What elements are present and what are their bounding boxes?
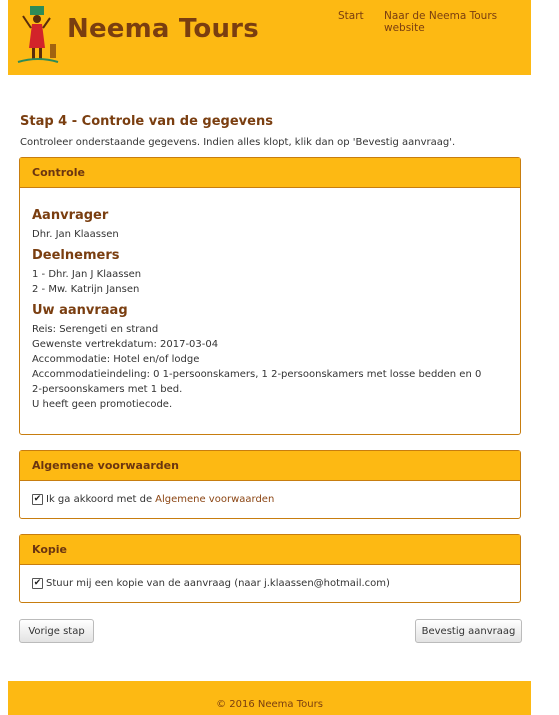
kopie-heading: Kopie [20, 535, 520, 565]
page-title: Stap 4 - Controle van de gegevens [20, 114, 273, 129]
controle-heading: Controle [20, 158, 520, 188]
aanvraag-line: 2-persoonskamers met 1 bed. [32, 384, 183, 395]
deelnemer-item: 1 - Dhr. Jan J Klaassen [32, 269, 142, 280]
aanvraag-line: Accommodatieindeling: 0 1-persoonskamers, 1 2-persoonskamers met losse bedden en 0 [32, 369, 482, 380]
deelnemers-title: Deelnemers [32, 248, 120, 263]
aanvraag-title: Uw aanvraag [32, 303, 128, 318]
aanvrager-title: Aanvrager [32, 208, 109, 223]
previous-step-button[interactable]: Vorige stap [19, 619, 94, 643]
voorwaarden-panel [19, 450, 521, 519]
brand-title[interactable]: Neema Tours [67, 14, 259, 44]
voorwaarden-heading: Algemene voorwaarden [20, 451, 520, 481]
intro-text: Controleer onderstaande gegevens. Indien alles klopt, klik dan op 'Bevestig aanvraag'. [20, 137, 456, 148]
voorwaarden-row [32, 481, 508, 518]
header [8, 0, 531, 75]
aanvraag-line: U heeft geen promotiecode. [32, 399, 173, 410]
kopie-panel [19, 534, 521, 603]
aanvraag-line: Reis: Serengeti en strand [32, 324, 159, 335]
aanvraag-line: Accommodatie: Hotel en/of lodge [32, 354, 200, 365]
logo-icon[interactable] [16, 4, 60, 68]
confirm-request-button[interactable]: Bevestig aanvraag [415, 619, 522, 643]
kopie-checkbox[interactable]: ✔ [33, 578, 42, 588]
aanvraag-line: Gewenste vertrekdatum: 2017-03-04 [32, 339, 219, 350]
nav-website-link[interactable]: Naar de Neema Tours website [384, 10, 498, 34]
aanvrager-name: Dhr. Jan Klaassen [32, 229, 119, 240]
kopie-row [32, 565, 508, 602]
deelnemer-item: 2 - Mw. Katrijn Jansen [32, 284, 140, 295]
copyright-text: © 2016 Neema Tours [216, 699, 323, 710]
controle-panel [19, 157, 521, 435]
kopie-label: Stuur mij een kopie van de aanvraag (naar j.klaassen@hotmail.com) [46, 578, 390, 589]
voorwaarden-checkbox[interactable]: ✔ [33, 494, 42, 504]
voorwaarden-label: Ik ga akkoord met de [46, 494, 153, 505]
footer [8, 681, 531, 715]
voorwaarden-link[interactable]: Algemene voorwaarden [155, 494, 275, 505]
nav-start-link[interactable]: Start [338, 10, 364, 22]
